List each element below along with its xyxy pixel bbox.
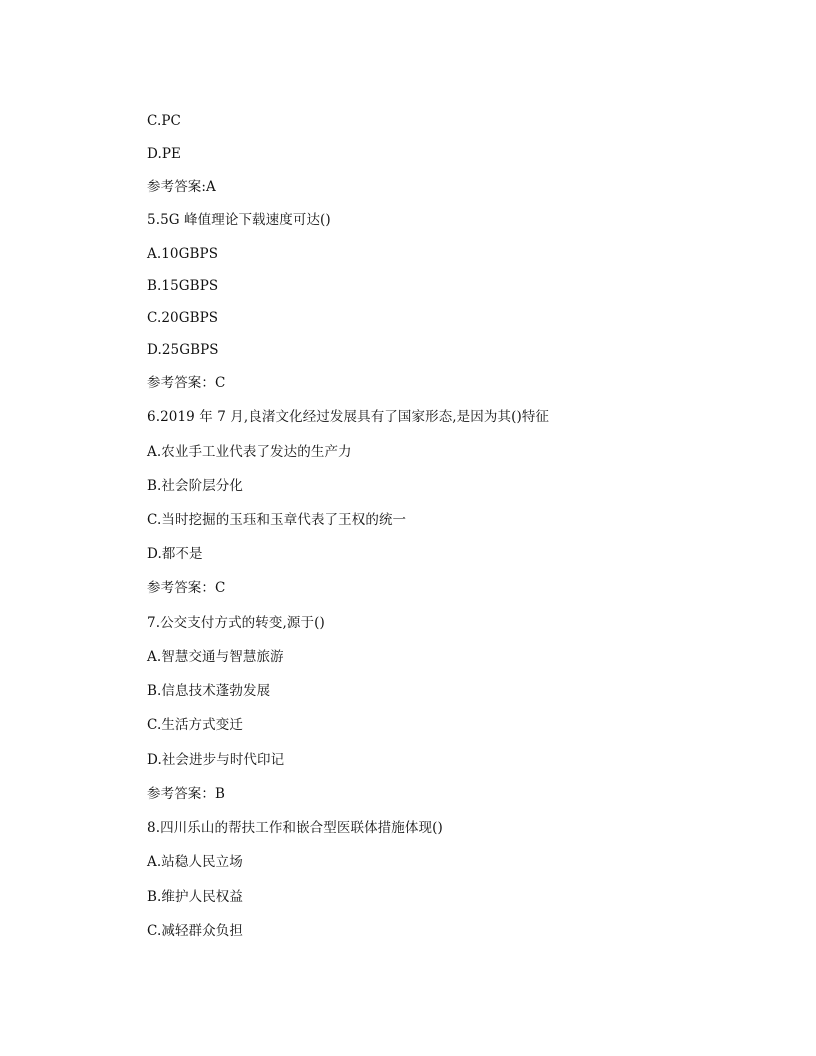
option-d-pe: D.PE [147,146,181,162]
question-6-option-a: A.农业手工业代表了发达的生产力 [147,444,352,460]
answer-5: 参考答案：C [147,375,226,391]
question-7-option-c: C.生活方式变迁 [147,717,243,733]
question-5-option-a: A.10GBPS [147,246,219,262]
option-c-pc: C.PC [147,113,181,129]
question-6-option-d: D.都不是 [147,546,203,562]
answer-7: 参考答案：B [147,786,226,802]
question-5-option-b: B.15GBPS [147,278,219,294]
question-7-option-b: B.信息技术蓬勃发展 [147,683,271,699]
question-8-option-b: B.维护人民权益 [147,889,244,905]
question-8: 8.四川乐山的帮扶工作和嵌合型医联体措施体现() [147,820,443,836]
answer-4: 参考答案:A [147,179,216,195]
question-5: 5.5G 峰值理论下载速度可达() [147,212,331,228]
question-5-option-c: C.20GBPS [147,310,219,326]
question-7-option-d: D.社会进步与时代印记 [147,752,285,768]
question-7-option-a: A.智慧交通与智慧旅游 [147,649,284,665]
answer-6: 参考答案：C [147,580,226,596]
question-5-option-d: D.25GBPS [147,342,219,358]
question-6: 6.2019 年 7 月,良渚文化经过发展具有了国家形态,是因为其()特征 [147,409,550,425]
question-8-option-a: A.站稳人民立场 [147,854,243,870]
question-6-option-c: C.当时挖掘的玉珏和玉章代表了王权的统一 [147,512,407,528]
question-8-option-c: C.减轻群众负担 [147,923,243,939]
question-7: 7.公交支付方式的转变,源于() [147,615,325,631]
question-6-option-b: B.社会阶层分化 [147,478,244,494]
